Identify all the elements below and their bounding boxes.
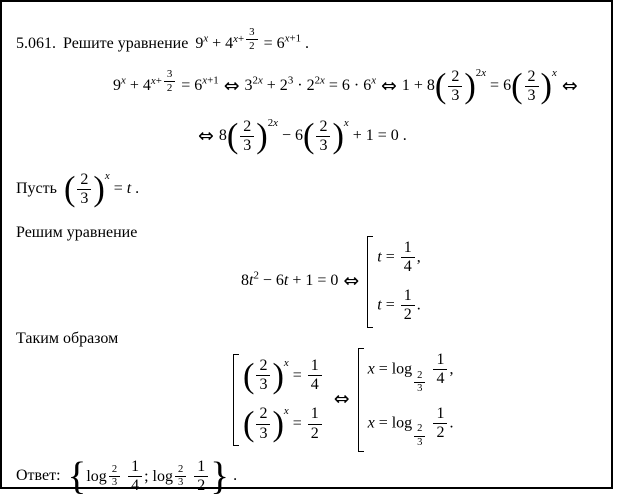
math-text: 4 xyxy=(403,258,412,276)
math-text: 2 xyxy=(111,463,118,475)
fraction xyxy=(433,351,447,389)
math-text: log xyxy=(86,467,107,485)
math-text: ; log xyxy=(144,467,173,485)
denominator xyxy=(433,423,447,442)
subscript xyxy=(412,423,427,448)
fraction xyxy=(433,405,447,443)
math-text: 2 xyxy=(249,39,255,52)
derivation-step-2 xyxy=(185,97,407,155)
math-text: 3 xyxy=(259,376,268,394)
superscript xyxy=(552,67,557,79)
math-text: 2 xyxy=(310,424,319,442)
math-var: x xyxy=(121,74,126,87)
double-arrow-icon: ⇔ xyxy=(223,74,240,97)
fraction xyxy=(414,423,425,448)
math-text: + xyxy=(155,74,162,87)
math-text: = xyxy=(288,366,306,384)
math-text: 8 xyxy=(241,272,249,290)
superscript xyxy=(371,75,376,87)
math-text: 2 xyxy=(80,170,89,188)
math-text: 1 xyxy=(403,286,412,304)
numerator xyxy=(256,405,270,423)
math-text: 3 xyxy=(451,86,460,104)
math-var: x xyxy=(257,74,263,87)
case-row xyxy=(377,287,420,325)
double-arrow-icon: ⇔ xyxy=(198,124,214,147)
math-text: 3 xyxy=(287,74,294,87)
math-text: 3 xyxy=(80,189,89,207)
denominator xyxy=(414,382,425,395)
fraction xyxy=(401,287,415,325)
numerator xyxy=(316,118,330,136)
math-var: t xyxy=(249,272,254,290)
math-text: = xyxy=(381,296,399,314)
fraction xyxy=(256,405,270,443)
math-var: x xyxy=(150,74,156,87)
math-text: · 2 xyxy=(293,77,315,95)
fraction xyxy=(109,464,120,489)
math-var: t xyxy=(377,296,382,314)
math-var: x xyxy=(367,360,375,378)
math-var: x xyxy=(203,32,209,45)
denominator xyxy=(256,424,270,443)
math-text xyxy=(427,361,431,378)
math-var: x xyxy=(367,414,375,432)
math-text: − 6 xyxy=(277,127,304,145)
math-text: + 4 xyxy=(125,77,151,95)
math-text: 3 xyxy=(177,477,184,489)
math-text: +1 xyxy=(207,74,219,87)
math-text: 2 xyxy=(527,67,536,85)
math-text: 3 xyxy=(166,68,173,81)
math-text: + 1 = 0 . xyxy=(348,127,407,145)
math-text: 3 xyxy=(319,136,328,154)
fraction xyxy=(525,68,539,106)
math-var: x xyxy=(284,32,290,45)
case-row xyxy=(243,357,324,395)
math-var: x xyxy=(343,117,349,129)
math-var: x xyxy=(371,74,377,87)
superscript xyxy=(253,75,263,87)
thus-label: Таким образом xyxy=(16,330,119,347)
close-brace-icon: } xyxy=(210,455,230,498)
math-text: . xyxy=(416,296,421,314)
denominator xyxy=(256,375,270,394)
superscript xyxy=(202,75,218,87)
math-text: = xyxy=(109,180,127,198)
paren-group xyxy=(243,357,284,395)
numerator xyxy=(109,464,120,476)
superscript xyxy=(233,26,259,52)
math-text: 2 xyxy=(403,306,412,324)
problem-task: Решите уравнение xyxy=(63,35,189,53)
subscript xyxy=(173,464,188,489)
math-text: 1 xyxy=(436,404,445,422)
superscript xyxy=(476,67,486,79)
close-paren-icon: ) xyxy=(540,67,552,106)
math-text: . xyxy=(229,467,238,485)
math-text: = log xyxy=(374,360,413,378)
math-text: = xyxy=(288,415,306,432)
math-text: = 6 xyxy=(177,77,203,95)
math-text: 2 xyxy=(417,369,423,381)
open-paren-icon: ( xyxy=(303,117,315,156)
substitution-equation xyxy=(63,170,140,209)
denominator xyxy=(414,436,425,449)
math-text: 2 xyxy=(197,477,206,495)
denominator xyxy=(308,424,322,443)
subscript xyxy=(412,369,427,394)
math-var: t xyxy=(283,272,289,290)
let-label: Пусть xyxy=(16,180,57,198)
math-var: t xyxy=(126,180,132,198)
math-text: 2 xyxy=(253,269,259,282)
math-text: 4 xyxy=(131,477,140,495)
fraction xyxy=(448,68,462,106)
math-text: 2 xyxy=(451,67,460,85)
math-text: 3 xyxy=(417,436,423,448)
problem-number: 5.061. xyxy=(16,35,56,53)
math-text: 4 xyxy=(310,376,319,394)
math-text: − 6 xyxy=(258,272,284,290)
brace-group xyxy=(68,457,230,496)
denominator xyxy=(525,86,539,105)
numerator xyxy=(448,68,462,86)
open-paren-icon: ( xyxy=(434,67,447,106)
double-arrow-icon: ⇔ xyxy=(561,74,578,97)
numerator xyxy=(164,68,175,81)
math-text: 1 xyxy=(436,351,445,368)
system-block xyxy=(222,328,458,452)
numerator xyxy=(414,423,425,435)
denominator xyxy=(308,375,322,394)
math-text: + 4 xyxy=(208,35,234,53)
math-text: 3 xyxy=(243,136,252,154)
subscript xyxy=(107,464,122,489)
math-text: 3 xyxy=(259,424,268,442)
thus-statement xyxy=(8,309,118,349)
fraction xyxy=(316,118,330,156)
numerator xyxy=(401,239,415,257)
math-var: x xyxy=(320,74,325,87)
math-text: 3 xyxy=(417,382,423,394)
numerator xyxy=(433,405,447,423)
math-text: 3 xyxy=(111,477,118,489)
math-text: = 6 xyxy=(486,77,512,95)
numerator xyxy=(414,370,425,382)
fraction xyxy=(194,458,208,496)
paren-group xyxy=(511,68,552,106)
math-text: = xyxy=(381,248,399,266)
close-paren-icon: ) xyxy=(272,356,284,395)
open-paren-icon: ( xyxy=(243,405,255,444)
paren-group xyxy=(227,118,268,156)
paren-group xyxy=(435,68,476,106)
math-text: 9 xyxy=(113,77,121,95)
math-text: . xyxy=(131,180,140,198)
math-text: + 1 = 0 xyxy=(288,272,339,290)
math-text: . xyxy=(449,414,454,432)
math-var: x xyxy=(233,32,238,45)
cases-bracket xyxy=(233,354,326,447)
math-text xyxy=(122,467,126,487)
math-text: 2 xyxy=(259,405,268,423)
denominator xyxy=(316,136,330,155)
math-var: x xyxy=(273,117,278,129)
open-brace-icon: { xyxy=(67,455,87,498)
case-row xyxy=(243,405,324,443)
denominator xyxy=(448,86,462,105)
math-text xyxy=(188,467,192,487)
quadratic-equation xyxy=(241,239,426,324)
case-row xyxy=(377,239,420,277)
fraction xyxy=(414,370,425,395)
fraction xyxy=(308,405,322,443)
math-text: 8 xyxy=(218,127,227,145)
superscript xyxy=(268,117,278,129)
math-var: t xyxy=(377,248,382,266)
cases-bracket xyxy=(367,236,422,328)
superscript xyxy=(315,75,325,87)
fraction xyxy=(128,458,142,496)
math-text: 2 xyxy=(259,357,268,375)
numerator xyxy=(175,464,186,476)
superscript xyxy=(285,33,301,45)
close-paren-icon: ) xyxy=(332,117,344,156)
quadratic-equation-block xyxy=(233,216,426,328)
math-text: 2 xyxy=(243,117,252,135)
denominator xyxy=(401,257,415,276)
math-text: 1 + 8 xyxy=(401,77,435,95)
math-var: x xyxy=(104,170,110,182)
fraction xyxy=(256,357,270,395)
superscript xyxy=(150,68,177,94)
math-text: 1 xyxy=(310,405,319,423)
math-text: +1 xyxy=(289,32,302,45)
math-text: 2 xyxy=(252,74,258,87)
cases-bracket xyxy=(358,348,456,452)
fraction xyxy=(308,357,322,395)
math-text: 2 xyxy=(475,67,482,79)
denominator xyxy=(433,369,447,388)
case-row xyxy=(368,405,454,449)
answer-set xyxy=(67,455,238,498)
numerator xyxy=(525,68,539,86)
open-paren-icon: ( xyxy=(226,117,239,156)
denominator xyxy=(164,81,175,95)
answer-statement xyxy=(8,437,237,496)
math-text: + 2 xyxy=(262,77,288,95)
math-text: . xyxy=(301,35,310,53)
math-text: 1 xyxy=(197,457,206,475)
math-text xyxy=(427,414,431,431)
math-text: = 6 · 6 xyxy=(324,77,372,95)
math-text: 4 xyxy=(436,370,445,388)
fraction xyxy=(175,464,186,489)
close-paren-icon: ) xyxy=(272,405,284,444)
open-paren-icon: ( xyxy=(243,356,255,395)
double-arrow-icon: ⇔ xyxy=(333,388,350,411)
numerator xyxy=(240,118,254,136)
numerator xyxy=(128,458,142,476)
math-var: x xyxy=(202,74,208,87)
math-var: x xyxy=(283,404,289,417)
math-text: 2 xyxy=(177,463,184,475)
numerator xyxy=(194,458,208,476)
math-text: 2 xyxy=(267,117,274,129)
derivation-line-2 xyxy=(193,117,407,156)
math-text: 2 xyxy=(319,117,328,135)
solve-label: Решим уравнение xyxy=(16,224,138,241)
numerator xyxy=(433,351,447,369)
math-text: , xyxy=(449,360,454,378)
math-var: x xyxy=(481,67,487,79)
math-text: 2 xyxy=(314,74,321,87)
math-text: 1 xyxy=(310,357,319,375)
math-text: 2 xyxy=(166,81,173,94)
math-text: 1 xyxy=(403,239,412,256)
derivation-line-1 xyxy=(113,67,583,106)
paren-group xyxy=(243,405,284,443)
double-arrow-icon: ⇔ xyxy=(381,74,397,97)
math-text: 2 xyxy=(417,423,423,435)
close-paren-icon: ) xyxy=(256,117,268,156)
fraction xyxy=(240,118,254,156)
numerator xyxy=(308,405,322,423)
close-paren-icon: ) xyxy=(464,67,476,106)
denominator xyxy=(240,136,254,155)
math-text: = 6 xyxy=(259,35,285,53)
answer-label: Ответ: xyxy=(16,467,61,485)
math-text: = log xyxy=(374,414,413,432)
math-text: + xyxy=(238,32,245,45)
math-text: 9 xyxy=(195,35,204,53)
math-text: 2 xyxy=(436,424,445,442)
math-text: 3 xyxy=(244,77,253,95)
denominator xyxy=(401,305,415,324)
math-var: x xyxy=(551,67,557,79)
numerator xyxy=(308,357,322,375)
substitution-statement xyxy=(8,150,139,208)
close-paren-icon: ) xyxy=(93,170,105,209)
case-row xyxy=(368,351,454,395)
fraction xyxy=(164,68,175,94)
open-paren-icon: ( xyxy=(63,170,76,209)
open-paren-icon: ( xyxy=(511,67,523,106)
math-text: 3 xyxy=(527,86,536,104)
math-text: 1 xyxy=(131,457,140,475)
math-text: , xyxy=(416,248,421,266)
numerator xyxy=(77,171,91,189)
math-var: x xyxy=(283,356,289,369)
numerator xyxy=(246,26,257,39)
system-equations xyxy=(230,351,458,448)
fraction xyxy=(401,239,415,277)
double-arrow-icon: ⇔ xyxy=(343,269,360,292)
denominator xyxy=(175,476,186,489)
math-text: 3 xyxy=(249,26,255,38)
denominator xyxy=(109,476,120,489)
paren-group xyxy=(303,118,344,156)
numerator xyxy=(256,357,270,375)
solve-statement xyxy=(8,203,137,243)
numerator xyxy=(401,287,415,305)
